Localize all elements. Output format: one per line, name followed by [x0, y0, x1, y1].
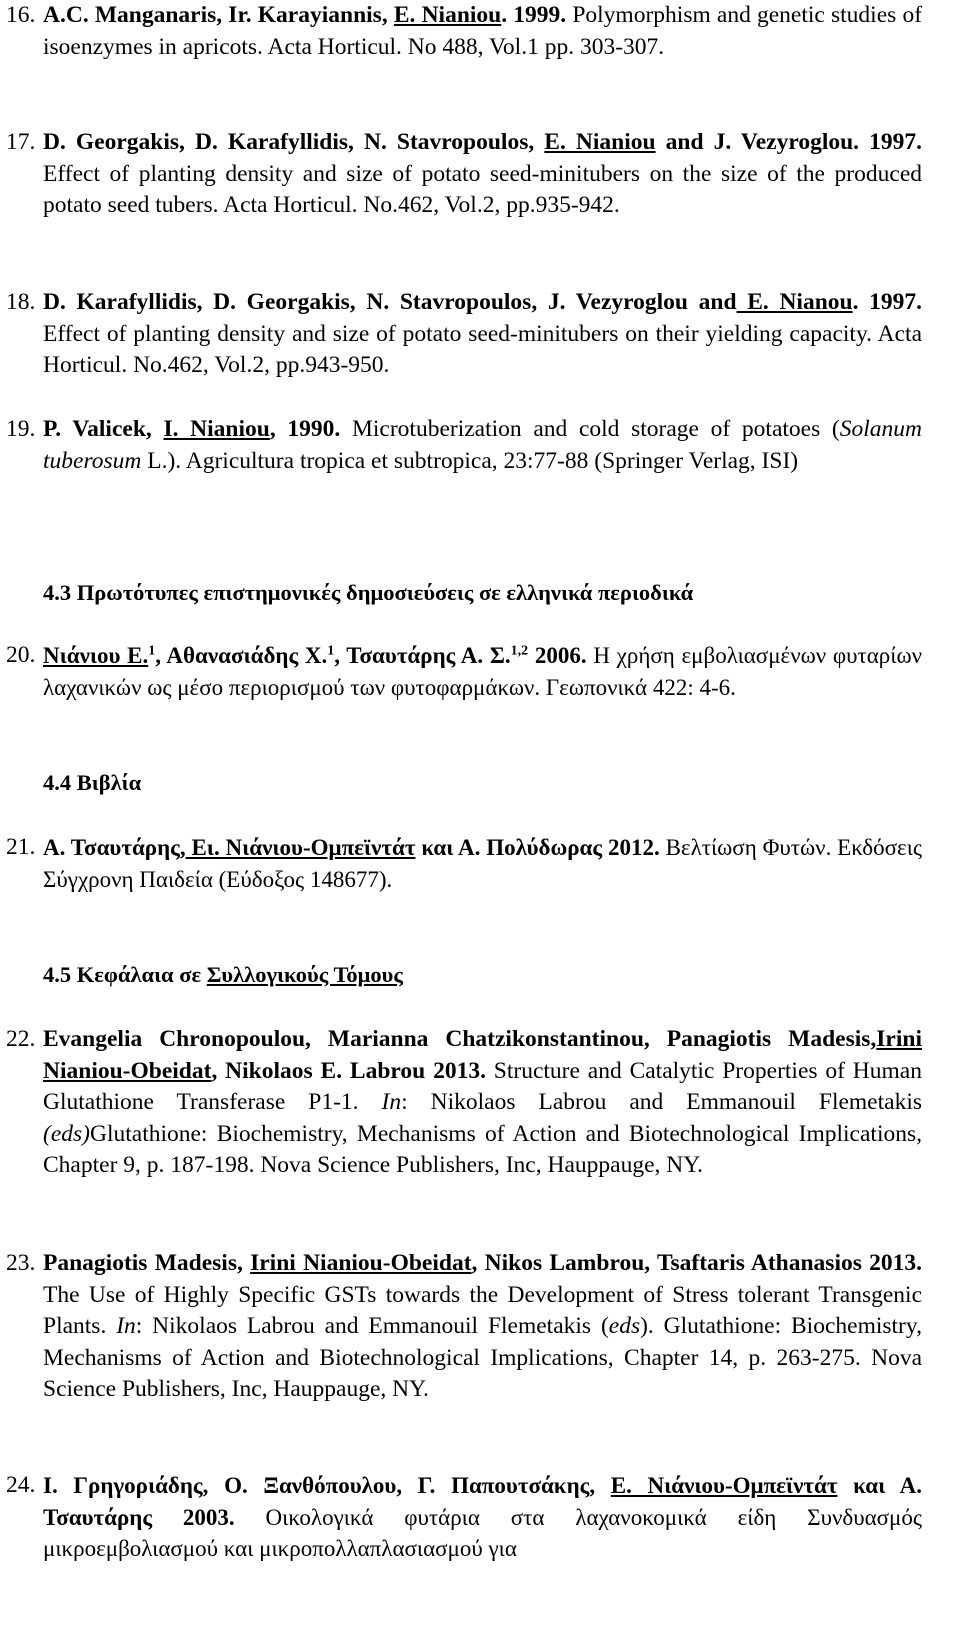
reference-text: Structure and Catalytic Properties of Human Glutathione Transferase P1-1. — [43, 1057, 922, 1115]
reference-body — [43, 414, 922, 477]
reference-year: 2006. — [528, 643, 587, 668]
reference-text-end: Glutathione: Biochemistry, Mechanisms of Action and Biotechnological Implications, Chapter 9, p. 187-198. Nova Science Publishers, Inc, Hauppauge, NY. — [43, 1120, 922, 1178]
reference-authors: Evangelia Chronopoulou, Marianna Chatzikonstantinou, Panagiotis Madesis, — [43, 1026, 877, 1052]
reference-body — [43, 1248, 922, 1406]
affiliation-mark: 1 — [148, 643, 156, 659]
reference-number: 16. — [6, 2, 36, 28]
reference-authors: Α. Τσαυτάρης, — [43, 835, 186, 860]
reference-authors: A.C. Manganaris, Ir. Karayiannis, — [43, 2, 394, 28]
reference-number: 19. — [6, 416, 36, 442]
reference-year: . 1999. — [501, 2, 567, 28]
reference-authors-cont: , Nikolaos E. Labrou 2013. — [211, 1057, 486, 1084]
reference-23 — [6, 1248, 922, 1406]
reference-number: 22. — [6, 1026, 36, 1052]
reference-21 — [6, 832, 922, 895]
reference-authors: Ι. Γρηγοριάδης, Ο. Ξανθόπουλου, Γ. Παπουτσάκης, — [43, 1473, 611, 1498]
eds-marker: eds — [608, 1313, 641, 1339]
reference-body — [43, 640, 922, 703]
reference-18 — [6, 287, 922, 382]
reference-body — [43, 127, 922, 222]
reference-text: Effect of planting density and size of potato seed-minitubers on their yielding capacity. Acta Horticul. No.462, Vol.2, pp.943-950. — [43, 320, 922, 378]
reference-text: The Use of Highly Specific GSTs towards the Development of Stress tolerant Transgenic Plants. — [43, 1281, 922, 1339]
reference-text: Microtuberization and cold storage of potatoes ( — [340, 416, 840, 442]
reference-body — [43, 0, 922, 63]
reference-authors: D. Karafyllidis, D. Georgakis, N. Stavropoulos, J. Vezyroglou and — [43, 289, 737, 315]
reference-authors-cont: και Α. Πολύδωρας 2012. — [415, 835, 660, 860]
affiliation-mark: 1 — [327, 643, 335, 659]
reference-text: Οικολογικά φυτάρια στα λαχανοκομικά είδη Συνδυασμός μικροεμβολιασμού και μικροπολλαπλασιασμού για — [43, 1504, 922, 1561]
section-heading-4-4: 4.4 Βιβλία — [43, 770, 142, 795]
reference-author: , Τσαυτάρης Α. Σ. — [334, 643, 511, 668]
reference-authors-cont: , Nikos Lambrou, Tsaftaris Athanasios 2013. — [471, 1250, 923, 1276]
reference-authors: P. Valicek, — [43, 416, 164, 442]
reference-16 — [6, 0, 922, 63]
reference-number: 20. — [6, 642, 36, 668]
highlighted-author: I. Nianiou — [163, 416, 270, 442]
reference-authors: D. Georgakis, D. Karafyllidis, N. Stavropoulos, — [43, 129, 545, 155]
reference-text-cont: : Nikolaos Labrou and Emmanouil Flemetakis — [401, 1089, 922, 1115]
section-heading-4-3: 4.3 Πρωτότυπες επιστημονικές δημοσιεύσεις σε ελληνικά περιοδικά — [43, 580, 694, 605]
section-heading-4-5 — [43, 960, 403, 990]
reference-17 — [6, 127, 922, 222]
reference-authors-cont: and J. Vezyroglou. 1997. — [655, 129, 922, 155]
reference-body — [43, 1024, 922, 1182]
in-marker: In — [381, 1089, 402, 1115]
eds-marker: (eds) — [43, 1120, 90, 1147]
highlighted-author: E. Nianou — [736, 289, 853, 315]
reference-authors-cont: και Α. Τσαυτάρης 2003. — [43, 1473, 922, 1530]
reference-number: 23. — [6, 1250, 36, 1276]
species-name: Solanum tuberosum — [43, 416, 922, 474]
reference-text-end: ). Glutathione: Biochemistry, Mechanisms of Action and Biotechnological Implications, Chapter 14, p. 263-275. Nova Science Publishers, Inc, Hauppauge, NY. — [43, 1313, 922, 1402]
reference-year: . 1997. — [852, 289, 922, 315]
in-marker: In — [116, 1313, 136, 1339]
section-heading-text: 4.5 Κεφάλαια σε — [43, 962, 207, 987]
reference-body — [43, 287, 922, 382]
highlighted-author: Ει. Νιάνιου-Ομπεϊντάτ — [185, 835, 416, 860]
reference-author: , Αθανασιάδης Χ. — [155, 643, 328, 668]
reference-text: Βελτίωση Φυτών. Εκδόσεις Σύγχρονη Παιδεία (Εύδοξος 148677). — [43, 835, 923, 892]
reference-body — [43, 832, 922, 895]
reference-text: Polymorphism and genetic studies of isoenzymes in apricots. Acta Horticul. No 488, Vol.1 pp. 303-307. — [43, 2, 923, 60]
reference-number: 18. — [6, 289, 36, 315]
reference-authors: Panagiotis Madesis, — [43, 1250, 251, 1276]
reference-20 — [6, 640, 922, 703]
reference-22 — [6, 1024, 922, 1182]
reference-text: Η χρήση εμβολιασμένων φυταρίων λαχανικών ως μέσο περιορισμού των φυτοφαρμάκων. Γεωπονικά 422: 4-6. — [43, 643, 923, 700]
reference-number: 21. — [6, 834, 36, 860]
highlighted-author: Ε. Νιάνιου-Ομπεϊντάτ — [610, 1473, 838, 1498]
reference-number: 17. — [6, 129, 36, 155]
highlighted-author: Νιάνιου Ε. — [43, 643, 149, 668]
reference-body — [43, 1470, 922, 1565]
reference-24 — [6, 1470, 922, 1565]
reference-text: Effect of planting density and size of potato seed-minitubers on the size of the produced potato seed tubers. Acta Horticul. No.462, Vol.2, pp.935-942. — [43, 160, 922, 218]
affiliation-mark: 1,2 — [510, 643, 529, 659]
section-heading-underlined: Συλλογικούς Τόμους — [206, 962, 403, 987]
reference-number: 24. — [6, 1472, 36, 1498]
reference-text-cont: : Nikolaos Labrou and Emmanouil Flemetakis ( — [135, 1313, 609, 1339]
highlighted-author: Irini Nianiou-Obeidat — [43, 1026, 922, 1084]
highlighted-author: E. Nianiou — [544, 129, 656, 155]
highlighted-author: E. Nianiou — [393, 2, 502, 28]
highlighted-author: Irini Nianiou-Obeidat — [250, 1250, 472, 1276]
reference-text-cont: L.). Agricultura tropica et subtropica, 23:77-88 (Springer Verlag, ISI) — [141, 447, 799, 474]
reference-year: , 1990. — [269, 416, 341, 442]
reference-19 — [6, 414, 922, 477]
